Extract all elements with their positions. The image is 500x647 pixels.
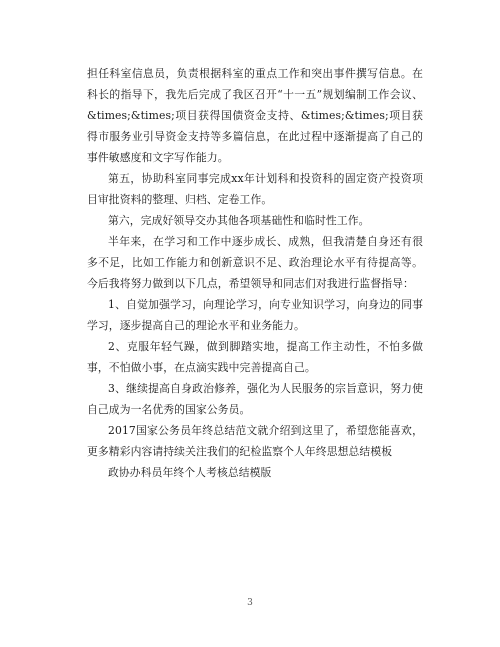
paragraph-closing: 2017国家公务员年终总结范文就介绍到这里了，希望您能喜欢，更多精彩内容请持续关注我们的纪检监察个人年终思想总结模板: [87, 424, 423, 458]
page-number: 3: [247, 598, 253, 608]
paragraph-sixth: 第六，完成好领导交办其他各项基础性和临时性工作。: [108, 214, 370, 227]
document-body: [87, 63, 423, 483]
paragraph-point-1: 1、自觉加强学习，向理论学习，向专业知识学习，向身边的同事学习，逐步提高自己的理论水平和业务能力。: [87, 298, 423, 332]
paragraph-half-year: 半年来，在学习和工作中逐步成长、成熟，但我清楚自身还有很多不足，比如工作能力和创新意识不足、政治理论水平有待提高等。今后我将努力做到以下几点，希望领导和同志们对我进行监督指导：: [87, 235, 423, 290]
paragraph-fifth: 第五，协助科室同事完成xx年计划科和投资科的固定资产投资项目审批资料的整理、归档、定卷工作。: [87, 172, 423, 206]
paragraph-point-3: 3、继续提高自身政治修养，强化为人民服务的宗旨意识，努力使自己成为一名优秀的国家公务员。: [87, 382, 423, 416]
paragraph-info-officer: 担任科室信息员，负责根据科室的重点工作和突出事件撰写信息。在科长的指导下，我先后完成了我区召开“十一五”规划编制工作会议、&times;&times;项目获得国债资金支持、&times;&times;项目获得市服务业引导资金支持等多篇信息，在此过程中逐渐提高了自己的事件敏感度和文字写作能力。: [87, 67, 423, 164]
paragraph-point-2: 2、克服年轻气躁，做到脚踏实地，提高工作主动性，不怕多做事，不怕做小事，在点滴实践中完善提高自己。: [87, 340, 423, 374]
paragraph-related-title: 政协办科员年终个人考核总结模版: [108, 466, 272, 479]
